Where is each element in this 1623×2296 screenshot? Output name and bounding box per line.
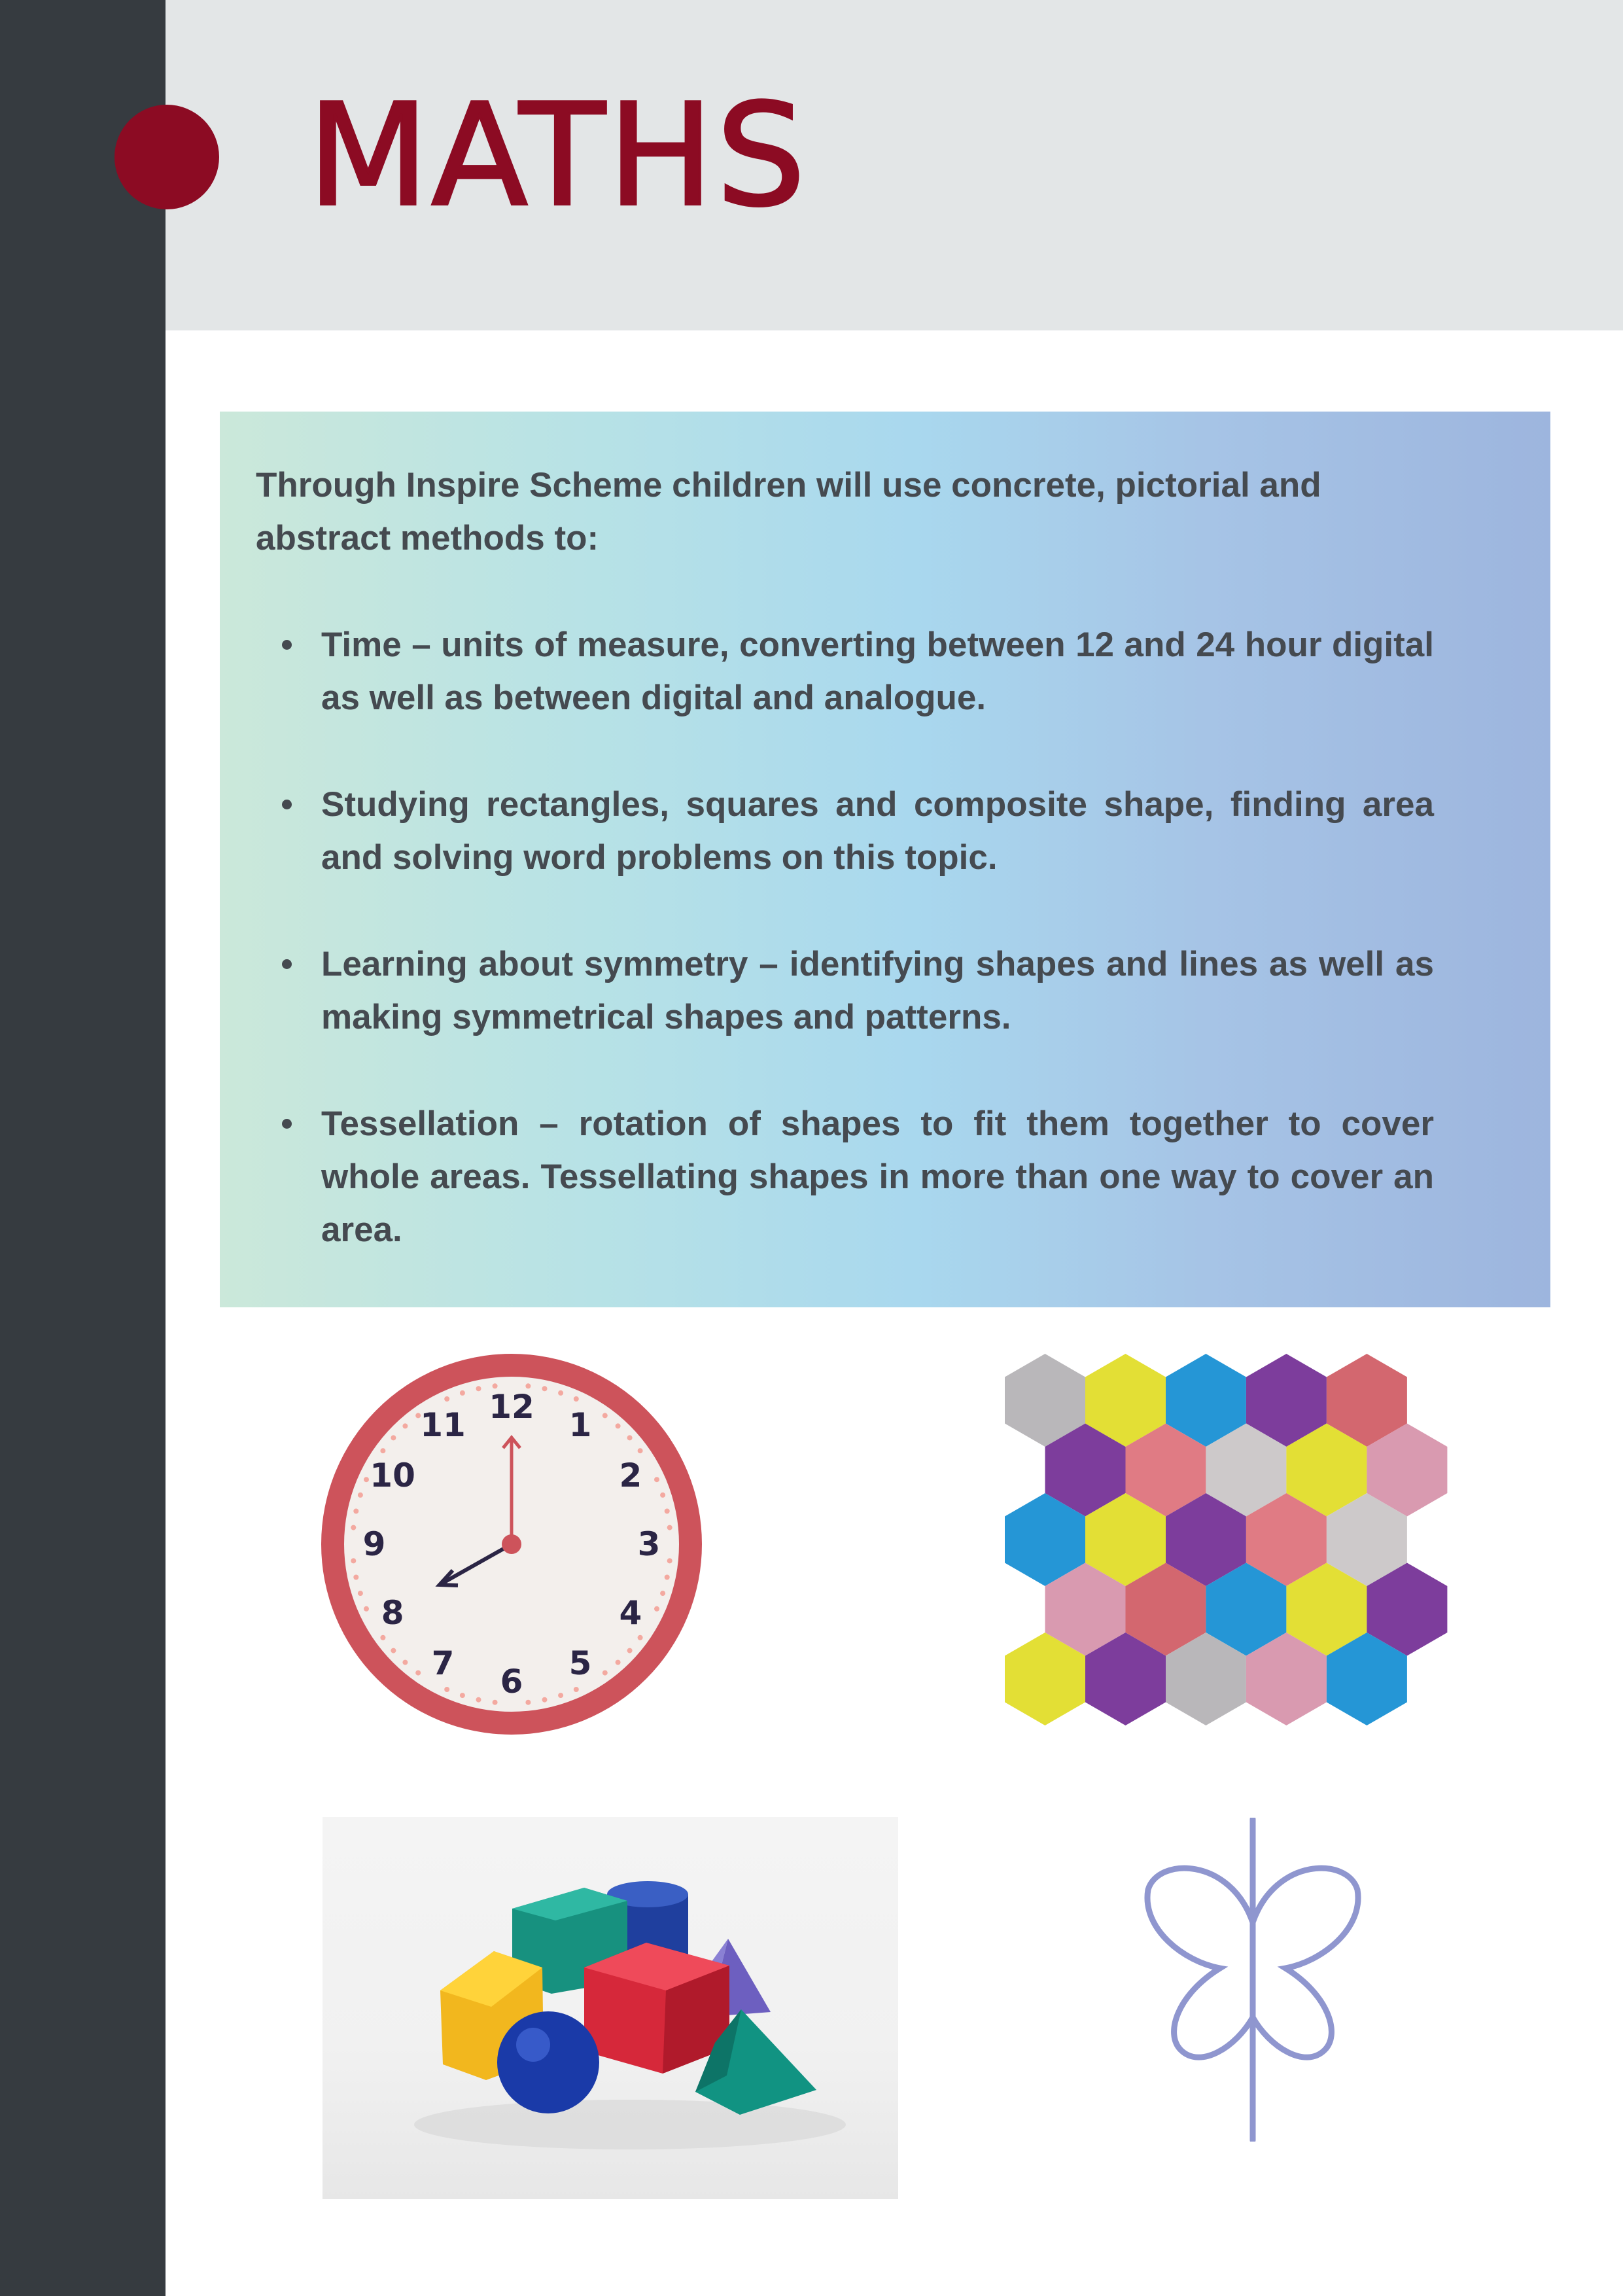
minute-dot <box>654 1606 659 1612</box>
list-item <box>256 618 1434 724</box>
minute-dot <box>444 1687 449 1692</box>
list-item-text: Tessellation – rotation of shapes to fit them together to cover whole areas. Tessellating shapes in more than one way to cover an area. <box>321 1104 1434 1249</box>
list-item <box>256 938 1434 1044</box>
minute-dot <box>380 1448 385 1453</box>
minute-dot <box>402 1660 408 1665</box>
minute-dot <box>364 1606 369 1612</box>
bullet-icon <box>282 640 292 650</box>
minute-dot <box>351 1558 356 1563</box>
clock-number: 9 <box>362 1525 386 1563</box>
minute-dot <box>476 1697 481 1703</box>
minute-dot <box>627 1648 633 1653</box>
clock-number: 10 <box>370 1457 415 1494</box>
clock-number: 1 <box>568 1406 592 1445</box>
minute-dot <box>667 1525 672 1530</box>
minute-dot <box>665 1575 670 1580</box>
minute-dot <box>353 1509 358 1514</box>
minute-dot <box>638 1635 643 1640</box>
list-item-text: Learning about symmetry – identifying shapes and lines as well as making symmetrical shapes and patterns. <box>321 945 1434 1036</box>
shadow-shape <box>414 2100 846 2149</box>
minute-dot <box>660 1492 665 1498</box>
shapes-graphic <box>323 1817 898 2199</box>
minute-dot <box>476 1386 481 1391</box>
minute-dot <box>391 1648 396 1653</box>
header-accent-dot <box>114 105 219 209</box>
minute-dot <box>542 1386 548 1391</box>
bullet-icon <box>282 800 292 809</box>
clock-number: 2 <box>619 1457 642 1494</box>
butterfly-symmetry-icon <box>1125 1818 1380 2142</box>
clock-number: 7 <box>431 1644 455 1682</box>
minute-dot <box>380 1635 385 1640</box>
minute-dot <box>351 1525 356 1530</box>
topic-list <box>256 618 1434 1256</box>
intro-text: Through Inspire Scheme children will use concrete, pictorial and abstract methods to: <box>256 466 1321 557</box>
list-item-text: Time – units of measure, converting between 12 and 24 hour digital as well as between digital and analogue. <box>321 626 1434 717</box>
minute-dot <box>364 1477 369 1482</box>
hexagon-tessellation-icon <box>1005 1354 1460 1735</box>
minute-dot <box>627 1435 633 1440</box>
minute-dot <box>638 1448 643 1453</box>
minute-dot <box>558 1390 563 1396</box>
clock-number: 4 <box>619 1594 642 1632</box>
minute-dot <box>616 1660 621 1665</box>
butterfly-right-wing <box>1253 1868 1358 2057</box>
left-sidebar <box>0 0 166 2296</box>
3d-shapes-photo <box>323 1817 898 2199</box>
minute-dot <box>574 1396 579 1402</box>
bullet-icon <box>282 1119 292 1129</box>
blue-sphere-shape <box>497 2011 599 2113</box>
analogue-clock-icon <box>320 1352 703 1736</box>
list-item <box>256 778 1434 884</box>
minute-dot <box>660 1591 665 1596</box>
minute-dot <box>391 1435 396 1440</box>
butterfly-left-wing <box>1147 1868 1253 2057</box>
minute-dot <box>358 1492 363 1498</box>
minute-dot <box>616 1423 621 1428</box>
minute-dot <box>574 1687 579 1692</box>
sphere-highlight <box>516 2028 550 2062</box>
minute-dot <box>460 1390 465 1396</box>
minute-dot <box>460 1693 465 1698</box>
minute-dot <box>353 1575 358 1580</box>
minute-dot <box>358 1591 363 1596</box>
minute-dot <box>558 1693 563 1698</box>
clock-number: 3 <box>637 1525 661 1563</box>
page-title: MATHS <box>307 73 809 238</box>
minute-dot <box>415 1670 421 1676</box>
minute-dot <box>525 1700 531 1705</box>
tessellation-graphic <box>1005 1354 1460 1735</box>
butterfly-graphic <box>1125 1818 1380 2142</box>
minute-dot <box>654 1477 659 1482</box>
minute-dot <box>493 1700 498 1705</box>
minute-dot <box>602 1670 608 1676</box>
list-item <box>256 1097 1434 1256</box>
bullet-icon <box>282 959 292 969</box>
clock-number: 5 <box>568 1644 592 1682</box>
minute-dot <box>542 1697 548 1703</box>
clock-number: 6 <box>500 1663 523 1701</box>
clock-number: 12 <box>489 1388 534 1426</box>
clock-center-pin <box>502 1534 521 1554</box>
minute-dot <box>665 1509 670 1514</box>
clock-number: 11 <box>420 1406 466 1445</box>
list-item-text: Studying rectangles, squares and composite shape, finding area and solving word problems on this topic. <box>321 785 1434 877</box>
info-box <box>220 412 1550 1307</box>
minute-dot <box>667 1558 672 1563</box>
minute-dot <box>402 1423 408 1428</box>
minute-dot <box>444 1396 449 1402</box>
clock-number: 8 <box>381 1594 404 1632</box>
clock-graphic <box>320 1352 703 1736</box>
minute-dot <box>602 1413 608 1418</box>
